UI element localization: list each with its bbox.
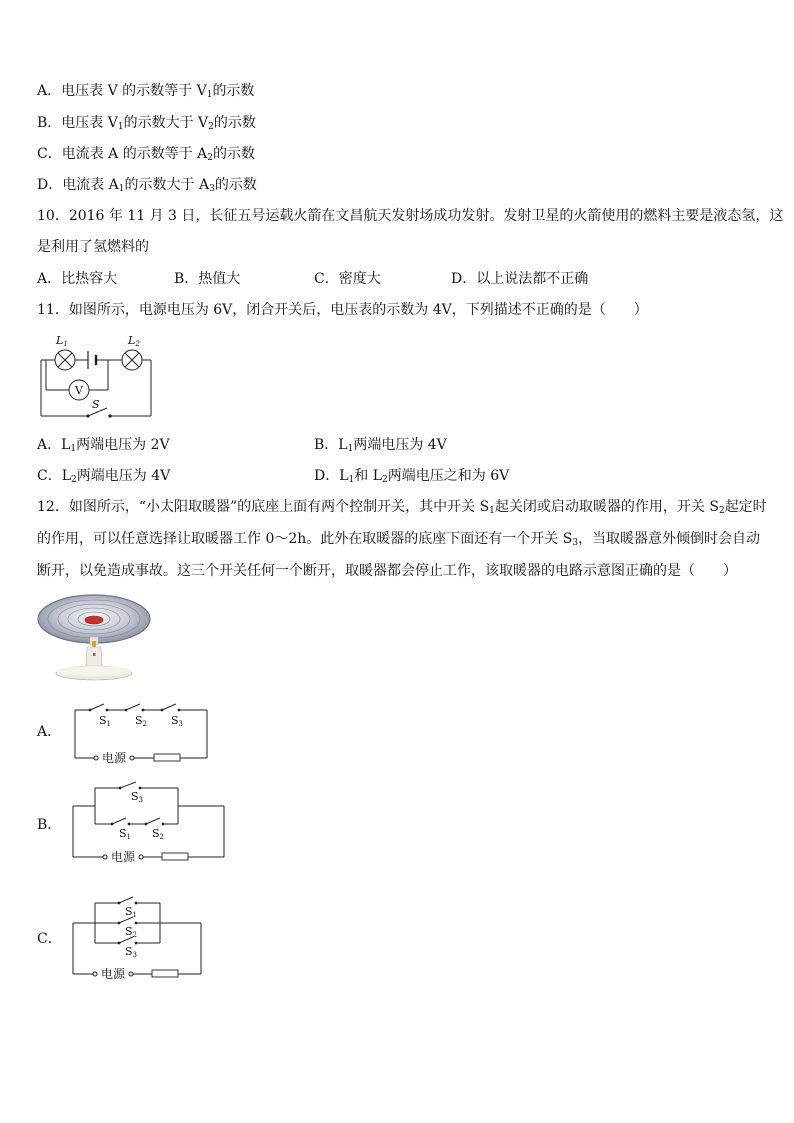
source-label-b: 电源 [110,850,136,864]
q12-option-c-label: C． [37,931,62,947]
switch-s1-label-a: S1 [99,714,112,728]
q12-stem-line3: 断开，以免造成事故。这三个开关任何一个断开，取暖器都会停止工作，该取暖器的电路示意图正确的是（ ） [37,563,737,579]
q10-stem-line2: 是利用了氢燃料的 [37,239,149,255]
switch-contact-right [108,414,111,417]
q12-option-b-circuit [70,778,228,864]
lamp-l2-icon [122,350,142,370]
battery-icon [88,351,96,369]
l1-label: L1 [56,334,68,348]
voltmeter-label: V [75,384,83,397]
q11-circuit-diagram [36,332,158,422]
switch-s3-label-a: S3 [171,714,184,728]
q9-option-d: D．电流表 $A_1$的示数大于 $A_3$的示数 [37,177,257,194]
q11-stem: 11．如图所示，电源电压为 6V，闭合开关后，电压表的示数为 4V，下列描述不正确的是（ ） [37,302,648,318]
q10-option-d: D．以上说法都不正确 [451,271,589,287]
q11-option-c: C．$L_2$两端电压为 4V [37,468,171,485]
switch-s1-label-b: S1 [119,827,132,841]
switch-s3-label-c: S3 [125,945,138,959]
q12-option-b-label: B． [37,817,62,833]
q11-option-d: D．$L_1$和 $L_2$两端电压之和为 6V [314,468,510,485]
q9-option-a: A．电压表 V 的示数等于 $V_1$的示数 [37,83,255,100]
q10-stem-line1: 10．2016 年 11 月 3 日，长征五号运载火箭在文昌航天发射场成功发射。发射卫星的火箭使用的燃料主要是液态氢，这 [37,208,784,224]
heater-photo [36,593,156,685]
switch-s2-label-b: S2 [152,827,165,841]
q10-option-c: C．密度大 [314,271,381,287]
switch-s2-label-c: S2 [125,925,138,939]
q9-option-c: C．电流表 A 的示数等于 $A_2$的示数 [37,146,256,163]
switch-s3-label-b: S3 [131,790,144,804]
q11-option-a: A．$L_1$两端电压为 2V [37,437,170,454]
q10-options [37,269,757,289]
switch-contact-left [86,414,89,417]
l2-label: L2 [128,334,140,348]
switch-s2-label-a: S2 [135,714,148,728]
q11-options-row2 [37,466,757,486]
q12-stem-line2: 的作用，可以任意选择让取暖器工作 0～2h。此外在取暖器的底座下面还有一个开关 $S_3$，当取暖器意外倾倒时会自动 [37,531,761,548]
q12-option-c-circuit [70,893,206,981]
q10-option-a: A．比热容大 [37,271,118,287]
voltmeter-icon [69,380,89,400]
source-label-c: 电源 [100,967,126,981]
q11-option-b: B．$L_1$两端电压为 4V [314,437,447,454]
q12-option-a-circuit [70,696,212,768]
q11-options-row1 [37,435,757,455]
q12-option-a-label: A． [37,724,62,740]
switch-s1-label-c: S1 [125,905,138,919]
q9-option-b: B．电压表 $V_1$的示数大于 $V_2$的示数 [37,115,256,132]
q12-stem-line1: 12．如图所示，“小太阳取暖器”的底座上面有两个控制开关，其中开关 $S_1$起关闭或启动取暖器的作用，开关 $S_2$起定时 [37,499,767,516]
source-label-a: 电源 [101,751,127,765]
switch-label: S [92,398,100,411]
q10-option-b: B．热值大 [174,271,241,287]
lamp-l1-icon [55,350,75,370]
